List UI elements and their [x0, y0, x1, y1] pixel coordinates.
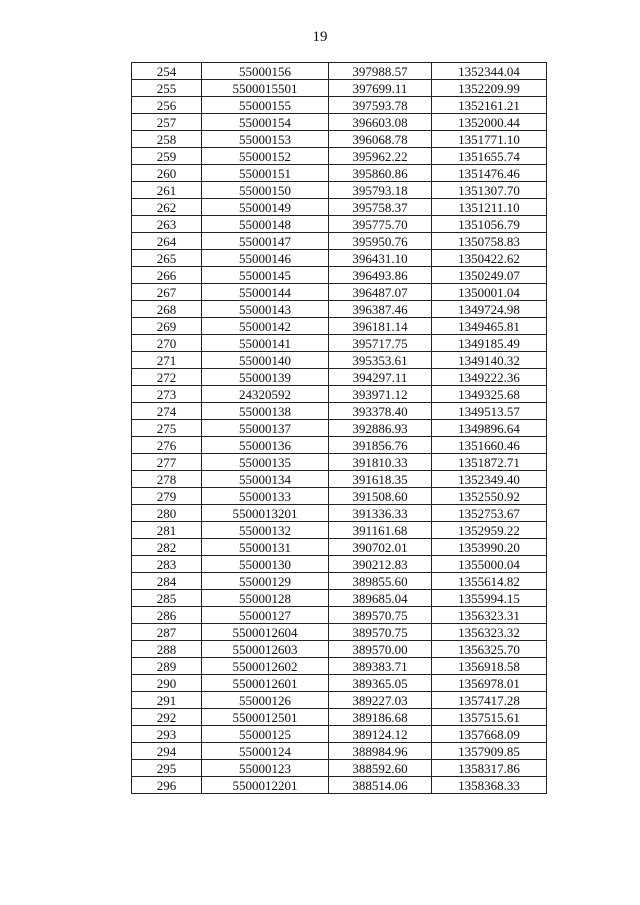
point-id-cell: 55000154 [202, 114, 329, 131]
point-id-cell: 55000125 [202, 726, 329, 743]
point-number-cell: 283 [132, 556, 202, 573]
x-coordinate-cell: 397988.57 [329, 63, 432, 80]
point-id-cell: 55000150 [202, 182, 329, 199]
x-coordinate-cell: 395793.18 [329, 182, 432, 199]
y-coordinate-cell: 1351660.46 [432, 437, 547, 454]
point-number-cell: 267 [132, 284, 202, 301]
y-coordinate-cell: 1355000.04 [432, 556, 547, 573]
x-coordinate-cell: 395717.75 [329, 335, 432, 352]
point-id-cell: 55000134 [202, 471, 329, 488]
x-coordinate-cell: 396487.07 [329, 284, 432, 301]
table-row [132, 692, 547, 709]
point-number-cell: 295 [132, 760, 202, 777]
y-coordinate-cell: 1356325.70 [432, 641, 547, 658]
point-id-cell: 55000143 [202, 301, 329, 318]
point-number-cell: 280 [132, 505, 202, 522]
y-coordinate-cell: 1350758.83 [432, 233, 547, 250]
point-number-cell: 285 [132, 590, 202, 607]
y-coordinate-cell: 1351211.10 [432, 199, 547, 216]
point-id-cell: 55000146 [202, 250, 329, 267]
table-row [132, 505, 547, 522]
point-number-cell: 269 [132, 318, 202, 335]
table-row [132, 726, 547, 743]
y-coordinate-cell: 1352161.21 [432, 97, 547, 114]
point-number-cell: 262 [132, 199, 202, 216]
y-coordinate-cell: 1355994.15 [432, 590, 547, 607]
y-coordinate-cell: 1357909.85 [432, 743, 547, 760]
point-number-cell: 293 [132, 726, 202, 743]
point-id-cell: 55000138 [202, 403, 329, 420]
point-number-cell: 270 [132, 335, 202, 352]
y-coordinate-cell: 1351872.71 [432, 454, 547, 471]
point-id-cell: 5500013201 [202, 505, 329, 522]
point-number-cell: 254 [132, 63, 202, 80]
table-row [132, 743, 547, 760]
table-row [132, 522, 547, 539]
table-row [132, 420, 547, 437]
point-number-cell: 278 [132, 471, 202, 488]
point-id-cell: 55000133 [202, 488, 329, 505]
point-number-cell: 281 [132, 522, 202, 539]
x-coordinate-cell: 396068.78 [329, 131, 432, 148]
point-number-cell: 275 [132, 420, 202, 437]
table-row [132, 556, 547, 573]
table-row [132, 369, 547, 386]
point-id-cell: 55000152 [202, 148, 329, 165]
point-id-cell: 55000148 [202, 216, 329, 233]
x-coordinate-cell: 389227.03 [329, 692, 432, 709]
point-id-cell: 55000129 [202, 573, 329, 590]
point-number-cell: 296 [132, 777, 202, 794]
table-row [132, 114, 547, 131]
table-row [132, 607, 547, 624]
table-row [132, 148, 547, 165]
x-coordinate-cell: 391618.35 [329, 471, 432, 488]
x-coordinate-cell: 393971.12 [329, 386, 432, 403]
point-id-cell: 55000151 [202, 165, 329, 182]
x-coordinate-cell: 389186.68 [329, 709, 432, 726]
table-row [132, 488, 547, 505]
x-coordinate-cell: 389855.60 [329, 573, 432, 590]
y-coordinate-cell: 1357668.09 [432, 726, 547, 743]
point-id-cell: 55000123 [202, 760, 329, 777]
y-coordinate-cell: 1349185.49 [432, 335, 547, 352]
point-id-cell: 55000124 [202, 743, 329, 760]
y-coordinate-cell: 1349325.68 [432, 386, 547, 403]
x-coordinate-cell: 390212.83 [329, 556, 432, 573]
x-coordinate-cell: 392886.93 [329, 420, 432, 437]
y-coordinate-cell: 1351476.46 [432, 165, 547, 182]
point-id-cell: 55000147 [202, 233, 329, 250]
x-coordinate-cell: 391856.76 [329, 437, 432, 454]
x-coordinate-cell: 389365.05 [329, 675, 432, 692]
y-coordinate-cell: 1358368.33 [432, 777, 547, 794]
y-coordinate-cell: 1349896.64 [432, 420, 547, 437]
point-number-cell: 255 [132, 80, 202, 97]
point-id-cell: 55000144 [202, 284, 329, 301]
table-row [132, 760, 547, 777]
point-number-cell: 288 [132, 641, 202, 658]
x-coordinate-cell: 395962.22 [329, 148, 432, 165]
point-number-cell: 271 [132, 352, 202, 369]
x-coordinate-cell: 393378.40 [329, 403, 432, 420]
point-id-cell: 55000155 [202, 97, 329, 114]
y-coordinate-cell: 1352550.92 [432, 488, 547, 505]
coordinates-table-body [132, 63, 547, 794]
point-id-cell: 55000127 [202, 607, 329, 624]
point-id-cell: 55000145 [202, 267, 329, 284]
x-coordinate-cell: 388592.60 [329, 760, 432, 777]
point-number-cell: 266 [132, 267, 202, 284]
table-row [132, 284, 547, 301]
table-row [132, 216, 547, 233]
x-coordinate-cell: 395775.70 [329, 216, 432, 233]
y-coordinate-cell: 1349222.36 [432, 369, 547, 386]
table-row [132, 539, 547, 556]
table-row [132, 675, 547, 692]
point-number-cell: 256 [132, 97, 202, 114]
y-coordinate-cell: 1350001.04 [432, 284, 547, 301]
point-number-cell: 276 [132, 437, 202, 454]
y-coordinate-cell: 1357417.28 [432, 692, 547, 709]
point-number-cell: 292 [132, 709, 202, 726]
x-coordinate-cell: 397699.11 [329, 80, 432, 97]
x-coordinate-cell: 395353.61 [329, 352, 432, 369]
point-id-cell: 55000131 [202, 539, 329, 556]
x-coordinate-cell: 391810.33 [329, 454, 432, 471]
table-row [132, 437, 547, 454]
table-row [132, 709, 547, 726]
point-id-cell: 5500015501 [202, 80, 329, 97]
point-id-cell: 55000142 [202, 318, 329, 335]
y-coordinate-cell: 1351771.10 [432, 131, 547, 148]
y-coordinate-cell: 1357515.61 [432, 709, 547, 726]
table-row [132, 63, 547, 80]
point-id-cell: 55000140 [202, 352, 329, 369]
table-row [132, 352, 547, 369]
table-row [132, 80, 547, 97]
y-coordinate-cell: 1352344.04 [432, 63, 547, 80]
y-coordinate-cell: 1356323.31 [432, 607, 547, 624]
point-id-cell: 55000141 [202, 335, 329, 352]
table-row [132, 641, 547, 658]
point-number-cell: 268 [132, 301, 202, 318]
x-coordinate-cell: 396493.86 [329, 267, 432, 284]
y-coordinate-cell: 1352959.22 [432, 522, 547, 539]
table-row [132, 573, 547, 590]
point-id-cell: 24320592 [202, 386, 329, 403]
y-coordinate-cell: 1350422.62 [432, 250, 547, 267]
y-coordinate-cell: 1350249.07 [432, 267, 547, 284]
point-id-cell: 55000135 [202, 454, 329, 471]
y-coordinate-cell: 1355614.82 [432, 573, 547, 590]
point-id-cell: 55000136 [202, 437, 329, 454]
point-number-cell: 294 [132, 743, 202, 760]
table-row [132, 165, 547, 182]
y-coordinate-cell: 1351655.74 [432, 148, 547, 165]
y-coordinate-cell: 1353990.20 [432, 539, 547, 556]
x-coordinate-cell: 396431.10 [329, 250, 432, 267]
y-coordinate-cell: 1349724.98 [432, 301, 547, 318]
x-coordinate-cell: 394297.11 [329, 369, 432, 386]
point-number-cell: 289 [132, 658, 202, 675]
y-coordinate-cell: 1356918.58 [432, 658, 547, 675]
table-row [132, 199, 547, 216]
point-number-cell: 273 [132, 386, 202, 403]
table-row [132, 318, 547, 335]
table-row [132, 335, 547, 352]
table-row [132, 182, 547, 199]
table-row [132, 471, 547, 488]
point-number-cell: 272 [132, 369, 202, 386]
y-coordinate-cell: 1352753.67 [432, 505, 547, 522]
x-coordinate-cell: 391161.68 [329, 522, 432, 539]
x-coordinate-cell: 389570.75 [329, 607, 432, 624]
point-number-cell: 258 [132, 131, 202, 148]
point-number-cell: 274 [132, 403, 202, 420]
y-coordinate-cell: 1349140.32 [432, 352, 547, 369]
table-row [132, 233, 547, 250]
coordinates-table [131, 62, 547, 794]
x-coordinate-cell: 389383.71 [329, 658, 432, 675]
table-row [132, 777, 547, 794]
point-id-cell: 55000132 [202, 522, 329, 539]
point-id-cell: 5500012602 [202, 658, 329, 675]
x-coordinate-cell: 395758.37 [329, 199, 432, 216]
point-number-cell: 265 [132, 250, 202, 267]
table-row [132, 454, 547, 471]
table-row [132, 590, 547, 607]
point-number-cell: 259 [132, 148, 202, 165]
point-id-cell: 5500012604 [202, 624, 329, 641]
point-number-cell: 277 [132, 454, 202, 471]
x-coordinate-cell: 388984.96 [329, 743, 432, 760]
x-coordinate-cell: 397593.78 [329, 97, 432, 114]
y-coordinate-cell: 1349513.57 [432, 403, 547, 420]
y-coordinate-cell: 1349465.81 [432, 318, 547, 335]
point-id-cell: 55000137 [202, 420, 329, 437]
x-coordinate-cell: 396603.08 [329, 114, 432, 131]
point-id-cell: 55000156 [202, 63, 329, 80]
x-coordinate-cell: 388514.06 [329, 777, 432, 794]
x-coordinate-cell: 395860.86 [329, 165, 432, 182]
point-number-cell: 287 [132, 624, 202, 641]
x-coordinate-cell: 391336.33 [329, 505, 432, 522]
point-number-cell: 264 [132, 233, 202, 250]
x-coordinate-cell: 395950.76 [329, 233, 432, 250]
x-coordinate-cell: 391508.60 [329, 488, 432, 505]
x-coordinate-cell: 396387.46 [329, 301, 432, 318]
x-coordinate-cell: 389124.12 [329, 726, 432, 743]
x-coordinate-cell: 389570.75 [329, 624, 432, 641]
x-coordinate-cell: 389685.04 [329, 590, 432, 607]
table-row [132, 97, 547, 114]
x-coordinate-cell: 390702.01 [329, 539, 432, 556]
y-coordinate-cell: 1352000.44 [432, 114, 547, 131]
y-coordinate-cell: 1352349.40 [432, 471, 547, 488]
y-coordinate-cell: 1352209.99 [432, 80, 547, 97]
table-row [132, 301, 547, 318]
point-id-cell: 55000130 [202, 556, 329, 573]
point-id-cell: 5500012601 [202, 675, 329, 692]
point-number-cell: 261 [132, 182, 202, 199]
table-row [132, 624, 547, 641]
point-number-cell: 284 [132, 573, 202, 590]
table-row [132, 658, 547, 675]
point-number-cell: 290 [132, 675, 202, 692]
point-number-cell: 286 [132, 607, 202, 624]
point-number-cell: 263 [132, 216, 202, 233]
y-coordinate-cell: 1351056.79 [432, 216, 547, 233]
table-row [132, 403, 547, 420]
point-id-cell: 55000128 [202, 590, 329, 607]
point-number-cell: 260 [132, 165, 202, 182]
point-id-cell: 55000153 [202, 131, 329, 148]
x-coordinate-cell: 389570.00 [329, 641, 432, 658]
y-coordinate-cell: 1358317.86 [432, 760, 547, 777]
point-number-cell: 282 [132, 539, 202, 556]
y-coordinate-cell: 1356323.32 [432, 624, 547, 641]
point-id-cell: 5500012501 [202, 709, 329, 726]
y-coordinate-cell: 1356978.01 [432, 675, 547, 692]
point-id-cell: 55000139 [202, 369, 329, 386]
point-id-cell: 5500012201 [202, 777, 329, 794]
page-number: 19 [312, 29, 328, 45]
table-row [132, 386, 547, 403]
point-id-cell: 55000149 [202, 199, 329, 216]
point-number-cell: 291 [132, 692, 202, 709]
x-coordinate-cell: 396181.14 [329, 318, 432, 335]
point-id-cell: 5500012603 [202, 641, 329, 658]
point-id-cell: 55000126 [202, 692, 329, 709]
point-number-cell: 257 [132, 114, 202, 131]
table-row [132, 131, 547, 148]
y-coordinate-cell: 1351307.70 [432, 182, 547, 199]
table-row [132, 250, 547, 267]
table-row [132, 267, 547, 284]
point-number-cell: 279 [132, 488, 202, 505]
